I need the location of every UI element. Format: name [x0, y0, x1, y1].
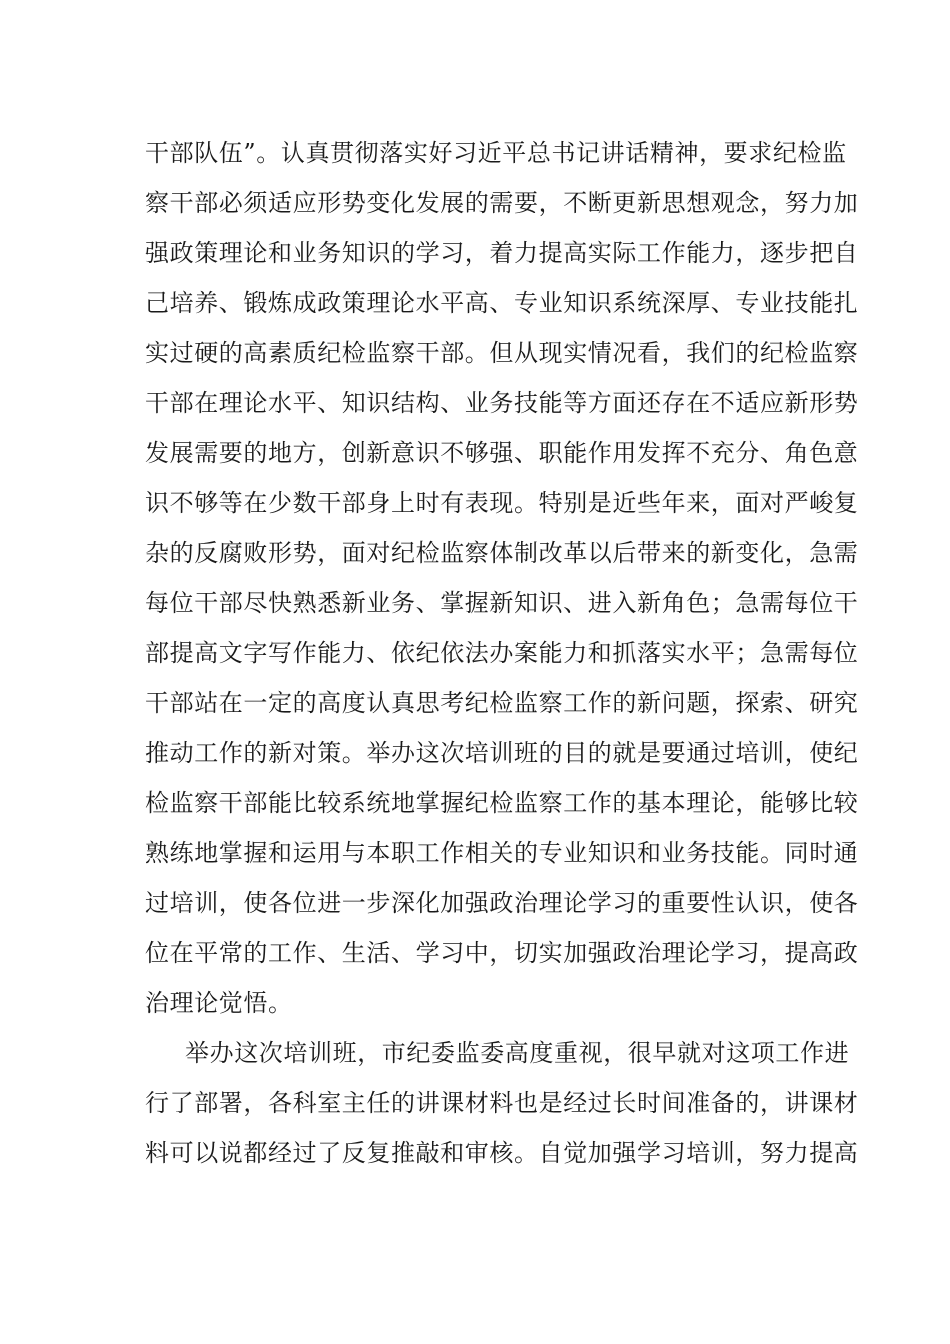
text-line: 强政策理论和业务知识的学习，着力提高实际工作能力，逐步把自	[145, 239, 859, 267]
text-line: 干部队伍”。认真贯彻落实好习近平总书记讲话精神，要求纪检监	[145, 139, 847, 167]
text-line: 己培养、锻炼成政策理论水平高、专业知识系统深厚、专业技能扎	[145, 289, 859, 317]
text-line: 每位干部尽快熟悉新业务、掌握新知识、进入新角色；急需每位干	[145, 589, 859, 617]
text-line: 料可以说都经过了反复推敲和审核。自觉加强学习培训，努力提高	[145, 1139, 859, 1167]
text-line: 检监察干部能比较系统地掌握纪检监察工作的基本理论，能够比较	[145, 789, 859, 817]
text-line: 识不够等在少数干部身上时有表现。特别是近些年来，面对严峻复	[145, 489, 859, 517]
text-line: 位在平常的工作、生活、学习中，切实加强政治理论学习，提高政	[145, 939, 859, 967]
text-line: 杂的反腐败形势，面对纪检监察体制改革以后带来的新变化，急需	[145, 539, 859, 567]
text-line: 发展需要的地方，创新意识不够强、职能作用发挥不充分、角色意	[145, 439, 859, 467]
text-line: 治理论觉悟。	[145, 989, 293, 1017]
text-line: 行了部署，各科室主任的讲课材料也是经过长时间准备的，讲课材	[145, 1089, 859, 1117]
text-line: 部提高文字写作能力、依纪依法办案能力和抓落实水平；急需每位	[145, 639, 859, 667]
text-line: 推动工作的新对策。举办这次培训班的目的就是要通过培训，使纪	[145, 739, 859, 767]
text-line: 察干部必须适应形势变化发展的需要，不断更新思想观念，努力加	[145, 189, 859, 217]
text-line: 干部站在一定的高度认真思考纪检监察工作的新问题，探索、研究	[145, 689, 859, 717]
text-line: 干部在理论水平、知识结构、业务技能等方面还存在不适应新形势	[145, 389, 859, 417]
text-line: 实过硬的高素质纪检监察干部。但从现实情况看，我们的纪检监察	[145, 339, 859, 367]
text-line: 过培训，使各位进一步深化加强政治理论学习的重要性认识，使各	[145, 889, 859, 917]
text-line: 举办这次培训班，市纪委监委高度重视，很早就对这项工作进	[185, 1039, 850, 1067]
text-line: 熟练地掌握和运用与本职工作相关的专业知识和业务技能。同时通	[145, 839, 859, 867]
